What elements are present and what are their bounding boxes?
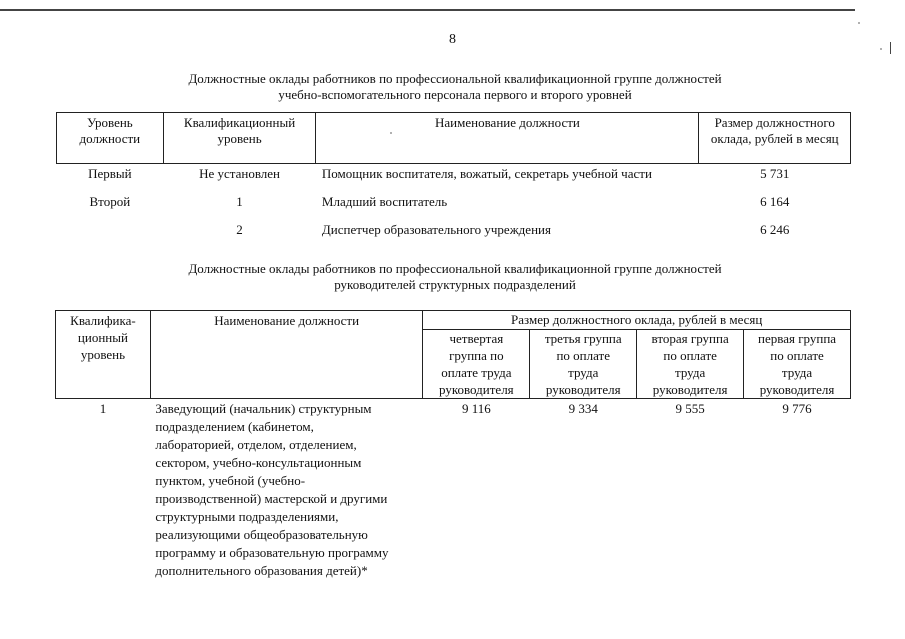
caption-line: руководителей структурных подразделений	[334, 277, 576, 292]
cell-salary-g1: 9 776	[782, 401, 812, 416]
position-line: лабораторией, отделом, отделением,	[155, 437, 357, 452]
cell-salary-g4: 9 116	[461, 401, 491, 416]
header-line: руководителя	[439, 382, 514, 397]
table2-caption	[40, 261, 870, 293]
header-line: руководителя	[759, 382, 835, 397]
position-line: Заведующий (начальник) структурным	[155, 401, 372, 416]
cell-salary: 5 731	[760, 166, 790, 181]
header-line: труда	[675, 365, 706, 380]
header-line: по оплате	[663, 348, 717, 363]
header-salary-group: Размер должностного оклада, рублей в месяц	[423, 311, 851, 330]
position-line: пунктом, учебной (учебно-	[155, 473, 306, 488]
header-line: руководителя	[652, 382, 728, 397]
top-rule	[0, 9, 855, 11]
header-line: труда	[568, 365, 599, 380]
cell-qual: 1	[99, 401, 107, 416]
cell-salary-g2: 9 555	[675, 401, 705, 416]
cell-qual: 2	[236, 222, 243, 237]
position-line: сектором, учебно-консультационным	[155, 455, 362, 470]
table-row	[57, 192, 851, 220]
table1-caption	[40, 71, 870, 103]
unit-heads-salary-table	[55, 310, 851, 580]
table-header-row	[57, 113, 851, 164]
cell-position: Диспетчер образовательного учреждения	[321, 222, 551, 237]
header-line: вторая группа	[651, 331, 729, 346]
cell-salary: 6 164	[760, 194, 790, 209]
cell-level	[57, 220, 164, 248]
position-line: дополнительного образования детей)*	[155, 563, 368, 578]
cell-level: Первый	[88, 166, 132, 181]
header-line: уровень	[80, 347, 126, 362]
position-line: программу и образовательную программу	[155, 545, 389, 560]
cell-qual: Не установлен	[199, 166, 281, 181]
caption-line: Должностные оклады работников по профессиональной квалификационной группе должностей	[188, 261, 722, 276]
support-staff-salary-table	[56, 112, 851, 248]
header-position: Наименование должности	[150, 311, 423, 399]
header-line: руководителя	[545, 382, 621, 397]
header-salary: Размер должностного оклада, рублей в месяц	[699, 113, 851, 164]
page-number: 8	[449, 32, 456, 47]
header-line: труда	[781, 365, 813, 380]
header-group-4	[423, 330, 530, 399]
header-line: оплате труда	[441, 365, 512, 380]
scan-speck	[858, 22, 860, 24]
header-position: Наименование должности	[316, 113, 699, 164]
header-level: Уровень должности	[57, 113, 164, 164]
header-group-3	[530, 330, 637, 399]
header-line: четвертая	[449, 331, 504, 346]
cell-level: Второй	[89, 194, 131, 209]
table-row	[57, 220, 851, 248]
header-line: третья группа	[544, 331, 622, 346]
header-qual-level	[56, 311, 151, 399]
table-row	[56, 399, 851, 581]
position-line: производственной) мастерской и другими	[155, 491, 388, 506]
header-line: Квалифика-	[70, 313, 136, 328]
header-group-2	[637, 330, 744, 399]
header-line: по оплате	[556, 348, 611, 363]
header-line: ционный	[77, 330, 128, 345]
header-line: первая группа	[758, 331, 837, 346]
cell-position: Младший воспитатель	[321, 194, 448, 209]
header-group-1	[744, 330, 851, 399]
cell-position: Помощник воспитателя, вожатый, секретарь учебной части	[321, 166, 652, 181]
table-header-row	[56, 311, 851, 330]
caption-line: учебно-вспомогательного персонала первого и второго уровней	[278, 87, 632, 102]
cell-salary: 6 246	[760, 222, 790, 237]
position-line: реализующими общеобразовательную	[155, 527, 368, 542]
table-row	[57, 164, 851, 193]
position-line: подразделением (кабинетом,	[155, 419, 314, 434]
scan-speck	[880, 48, 882, 50]
caption-line: Должностные оклады работников по профессиональной квалификационной группе должностей	[188, 71, 722, 86]
cell-position	[150, 399, 423, 581]
cell-salary-g3: 9 334	[568, 401, 598, 416]
position-line: структурными подразделениями,	[155, 509, 339, 524]
header-line: по оплате	[770, 348, 824, 363]
header-line: группа по	[449, 348, 504, 363]
header-qual-level: Квалификационный уровень	[163, 113, 316, 164]
cell-qual: 1	[236, 194, 243, 209]
